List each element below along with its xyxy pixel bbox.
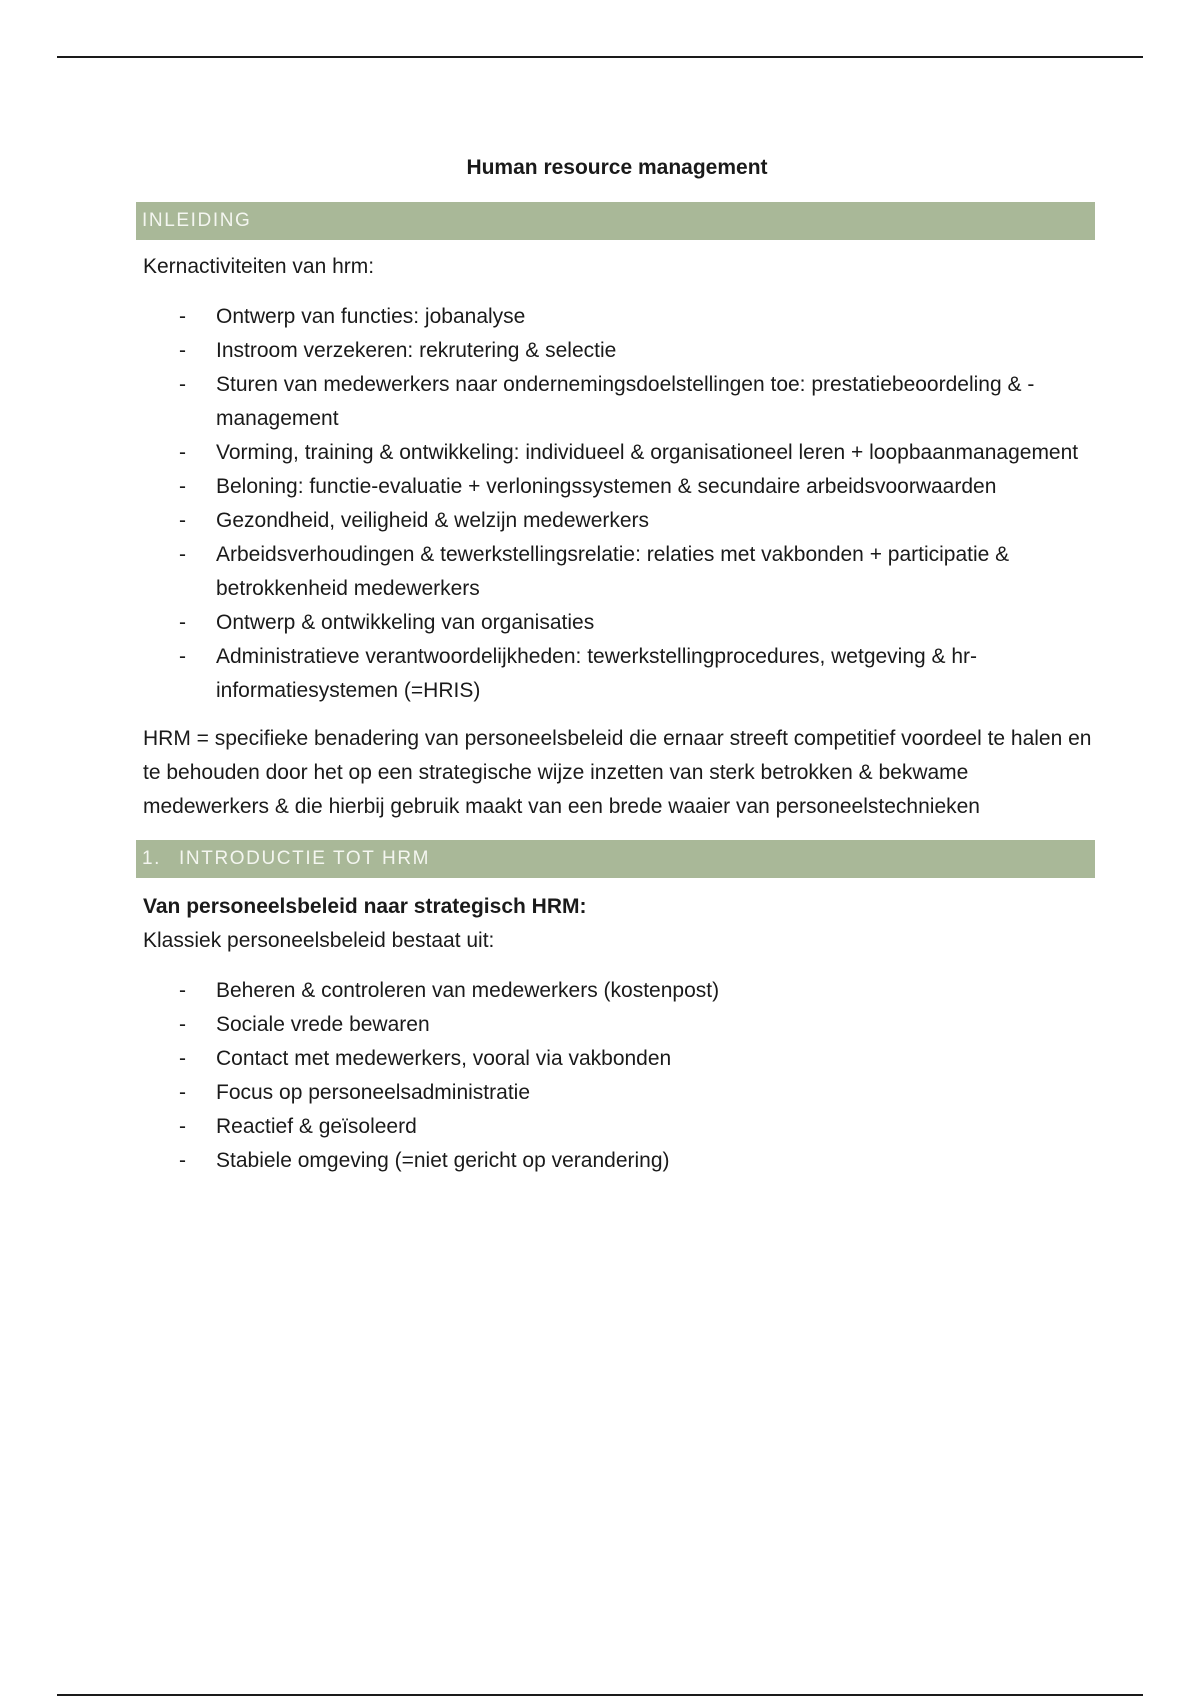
list-item-text: Sociale vrede bewaren <box>216 1013 430 1036</box>
dash-bullet: - <box>179 373 186 396</box>
dash-bullet: - <box>179 441 186 464</box>
dash-bullet: - <box>179 1081 186 1104</box>
list-item-text: Ontwerp & ontwikkeling van organisaties <box>216 611 595 634</box>
dash-bullet: - <box>179 475 186 498</box>
section-heading-inleiding <box>136 202 1095 240</box>
list-item <box>137 300 1097 334</box>
kernactiviteiten-list <box>137 300 1097 708</box>
dash-bullet: - <box>179 1013 186 1036</box>
section-intro: Klassiek personeelsbeleid bestaat uit: <box>143 929 495 952</box>
list-item <box>137 974 1097 1008</box>
section-subheading: Van personeelsbeleid naar strategisch HRM: <box>143 895 587 918</box>
dash-bullet: - <box>179 1047 186 1070</box>
dash-bullet: - <box>179 979 186 1002</box>
list-item-text: Reactief & geïsoleerd <box>216 1115 417 1138</box>
klassiek-personeelsbeleid-list <box>137 974 1097 1178</box>
list-item-text: Beheren & controleren van medewerkers (kostenpost) <box>216 979 720 1002</box>
list-item-text: Focus op personeelsadministratie <box>216 1081 530 1104</box>
list-item-text: Stabiele omgeving (=niet gericht op verandering) <box>216 1149 670 1172</box>
list-item <box>137 436 1097 470</box>
list-item <box>137 1008 1097 1042</box>
list-item-text: Contact met medewerkers, vooral via vakbonden <box>216 1047 672 1070</box>
section-intro: Kernactiviteiten van hrm: <box>143 255 375 278</box>
list-item-text: Administratieve verantwoordelijkheden: tewerkstellingprocedures, wetgeving & hr-informatiesystemen (=HRIS) <box>216 645 978 702</box>
list-item <box>137 504 1097 538</box>
list-item <box>137 470 1097 504</box>
dash-bullet: - <box>179 1115 186 1138</box>
list-item <box>137 606 1097 640</box>
section-heading-introductie <box>136 840 1095 878</box>
list-item <box>137 640 1097 708</box>
dash-bullet: - <box>179 645 186 668</box>
list-item <box>137 334 1097 368</box>
list-item <box>137 368 1097 436</box>
dash-bullet: - <box>179 339 186 362</box>
list-item-text: Sturen van medewerkers naar ondernemingsdoelstellingen toe: prestatiebeoordeling & -management <box>216 373 1035 430</box>
document-body <box>137 150 1097 1192</box>
list-item-text: Gezondheid, veiligheid & welzijn medewerkers <box>216 509 650 532</box>
dash-bullet: - <box>179 611 186 634</box>
list-item-text: Beloning: functie-evaluatie + verloningssystemen & secundaire arbeidsvoorwaarden <box>216 475 997 498</box>
list-item <box>137 1076 1097 1110</box>
section-number: 1. <box>142 848 162 869</box>
dash-bullet: - <box>179 543 186 566</box>
header-rule <box>57 56 1143 58</box>
list-item <box>137 1110 1097 1144</box>
dash-bullet: - <box>179 509 186 532</box>
list-item <box>137 1144 1097 1178</box>
document-title: Human resource management <box>466 156 768 179</box>
list-item <box>137 538 1097 606</box>
hrm-definition: HRM = specifieke benadering van personeelsbeleid die ernaar streeft competitief voordeel te halen en te behouden door het op een strategische wijze inzetten van sterk betrokken & bekwame medewerkers & die hierbij gebruik maakt van een brede waaier van personeelstechnieken <box>143 727 1092 818</box>
section-heading-label: INTRODUCTIE TOT HRM <box>179 848 431 869</box>
list-item-text: Instroom verzekeren: rekrutering & selectie <box>216 339 617 362</box>
list-item <box>137 1042 1097 1076</box>
dash-bullet: - <box>179 1149 186 1172</box>
list-item-text: Arbeidsverhoudingen & tewerkstellingsrelatie: relaties met vakbonden + participatie & betrokkenheid medewerkers <box>216 543 1010 600</box>
dash-bullet: - <box>179 305 186 328</box>
list-item-text: Ontwerp van functies: jobanalyse <box>216 305 526 328</box>
list-item-text: Vorming, training & ontwikkeling: individueel & organisationeel leren + loopbaanmanagement <box>216 441 1079 464</box>
section-heading-label: INLEIDING <box>142 210 252 231</box>
footer-rule <box>57 1694 1143 1696</box>
